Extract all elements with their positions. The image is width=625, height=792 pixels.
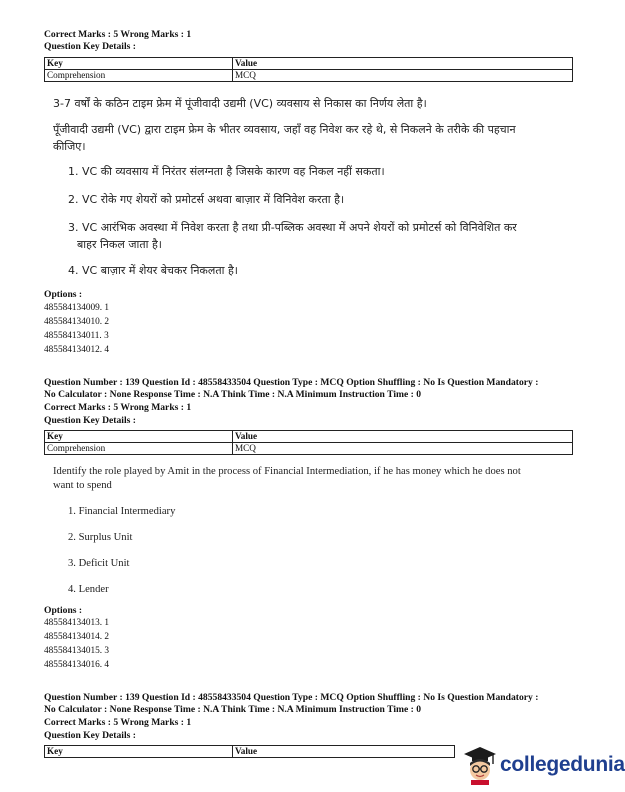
option-id: 485584134013. 1 — [44, 618, 110, 628]
option-id: 485584134011. 3 — [44, 331, 109, 341]
key-value-table — [44, 745, 455, 758]
passage-line: 3-7 वर्षों के कठिन टाइम फ्रेम में पूंजीवादी उद्यमी (VC) व्यवसाय से निकास का निर्णय लेता है। — [53, 97, 427, 110]
option-id: 485584134016. 4 — [44, 660, 110, 670]
choice-item: 3. VC आरंभिक अवस्था में निवेश करता है तथा प्री-पब्लिक अवस्था में अपने शेयरों को प्रमोटर्स को विनिवेशित कर — [68, 221, 517, 234]
question-header: Question Number : 139 Question Id : 48558433504 Question Type : MCQ Option Shuffling : No Is Question Mandatory : — [44, 377, 539, 388]
key-cell: Comprehension — [45, 70, 233, 82]
choice-item: 4. Lender — [68, 584, 109, 595]
choice-item: 4. VC बाज़ार में शेयर बेचकर निकलता है। — [68, 264, 238, 277]
option-id: 485584134010. 2 — [44, 317, 110, 327]
question-header: No Calculator : None Response Time : N.A Think Time : N.A Minimum Instruction Time : 0 — [44, 704, 422, 715]
key-header: Key — [45, 746, 233, 758]
question-header: Question Number : 139 Question Id : 48558433504 Question Type : MCQ Option Shuffling : No Is Question Mandatory : — [44, 692, 539, 703]
choice-item: 3. Deficit Unit — [68, 558, 130, 569]
question-text: Identify the role played by Amit in the process of Financial Intermediation, if he has money which he does not — [53, 466, 521, 477]
choice-item: 1. VC की व्यवसाय में निरंतर संलग्नता है जिसके कारण वह निकल नहीं सकता। — [68, 165, 385, 178]
value-cell: MCQ — [233, 70, 573, 82]
choice-item: 2. VC रोके गए शेयरों को प्रमोटर्स अथवा बाज़ार में विनिवेश करता है। — [68, 193, 345, 206]
question-header: No Calculator : None Response Time : N.A Think Time : N.A Minimum Instruction Time : 0 — [44, 389, 422, 400]
value-header: Value — [233, 746, 455, 758]
option-id: 485584134015. 3 — [44, 646, 110, 656]
value-header: Value — [233, 58, 573, 70]
marks-line: Correct Marks : 5 Wrong Marks : 1 — [44, 717, 192, 728]
option-id: 485584134014. 2 — [44, 632, 110, 642]
choice-item-continued: बाहर निकल जाता है। — [77, 238, 162, 251]
value-header: Value — [233, 431, 573, 443]
key-details-heading: Question Key Details : — [44, 730, 136, 741]
key-cell: Comprehension — [45, 443, 233, 455]
options-heading: Options : — [44, 605, 83, 616]
passage-line: कीजिए। — [53, 140, 86, 153]
option-id: 485584134009. 1 — [44, 303, 110, 313]
question-text: want to spend — [53, 480, 112, 491]
key-value-table — [44, 57, 573, 82]
option-id: 485584134012. 4 — [44, 345, 110, 355]
key-header: Key — [45, 58, 233, 70]
passage-line: पूँजीवादी उद्यमी (VC) द्वारा टाइम फ्रेम के भीतर व्यवसाय, जहाँ वह निवेश कर रहे थे, से निकलने के तरीके की पहचान — [53, 123, 516, 136]
graduate-mascot-icon — [463, 745, 497, 785]
value-cell: MCQ — [233, 443, 573, 455]
collegedunia-logo — [463, 745, 625, 785]
choice-item: 1. Financial Intermediary — [68, 506, 176, 517]
marks-line: Correct Marks : 5 Wrong Marks : 1 — [44, 402, 192, 413]
key-header: Key — [45, 431, 233, 443]
key-value-table — [44, 430, 573, 455]
key-details-heading: Question Key Details : — [44, 41, 136, 52]
logo-text[interactable]: collegedunia — [500, 753, 625, 776]
options-heading: Options : — [44, 289, 83, 300]
choice-item: 2. Surplus Unit — [68, 532, 133, 543]
key-details-heading: Question Key Details : — [44, 415, 136, 426]
marks-line: Correct Marks : 5 Wrong Marks : 1 — [44, 29, 192, 40]
